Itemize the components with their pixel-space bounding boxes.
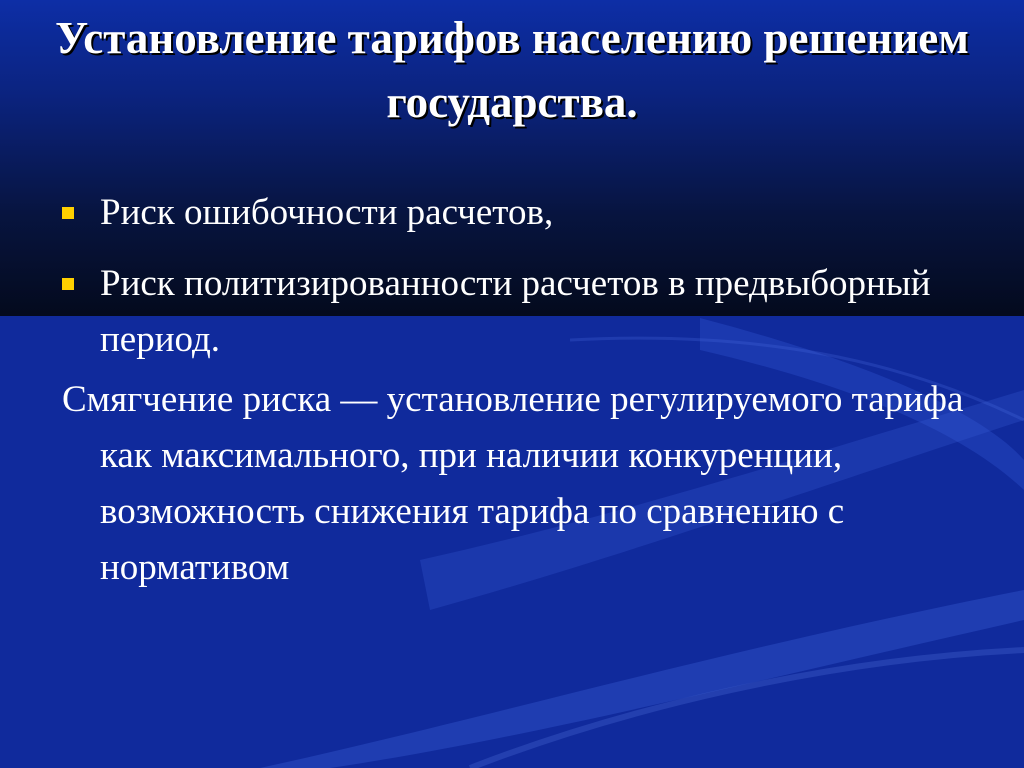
yellow-square-bullet-icon: [62, 278, 74, 290]
bullet-item: [62, 256, 942, 368]
bullet-item: [62, 185, 942, 241]
bullet-text: Риск политизированности расчетов в предвыборный период.: [100, 263, 931, 360]
mitigation-paragraph: Смягчение риска — установление регулируемого тарифа как максимального, при наличии конкуренции, возможность снижения тарифа по сравнению с нормативом: [62, 379, 964, 588]
bullet-text: Риск ошибочности расчетов,: [100, 192, 554, 233]
slide-title: Установление тарифов населению решением государства.: [55, 13, 969, 127]
yellow-square-bullet-icon: [62, 207, 74, 219]
